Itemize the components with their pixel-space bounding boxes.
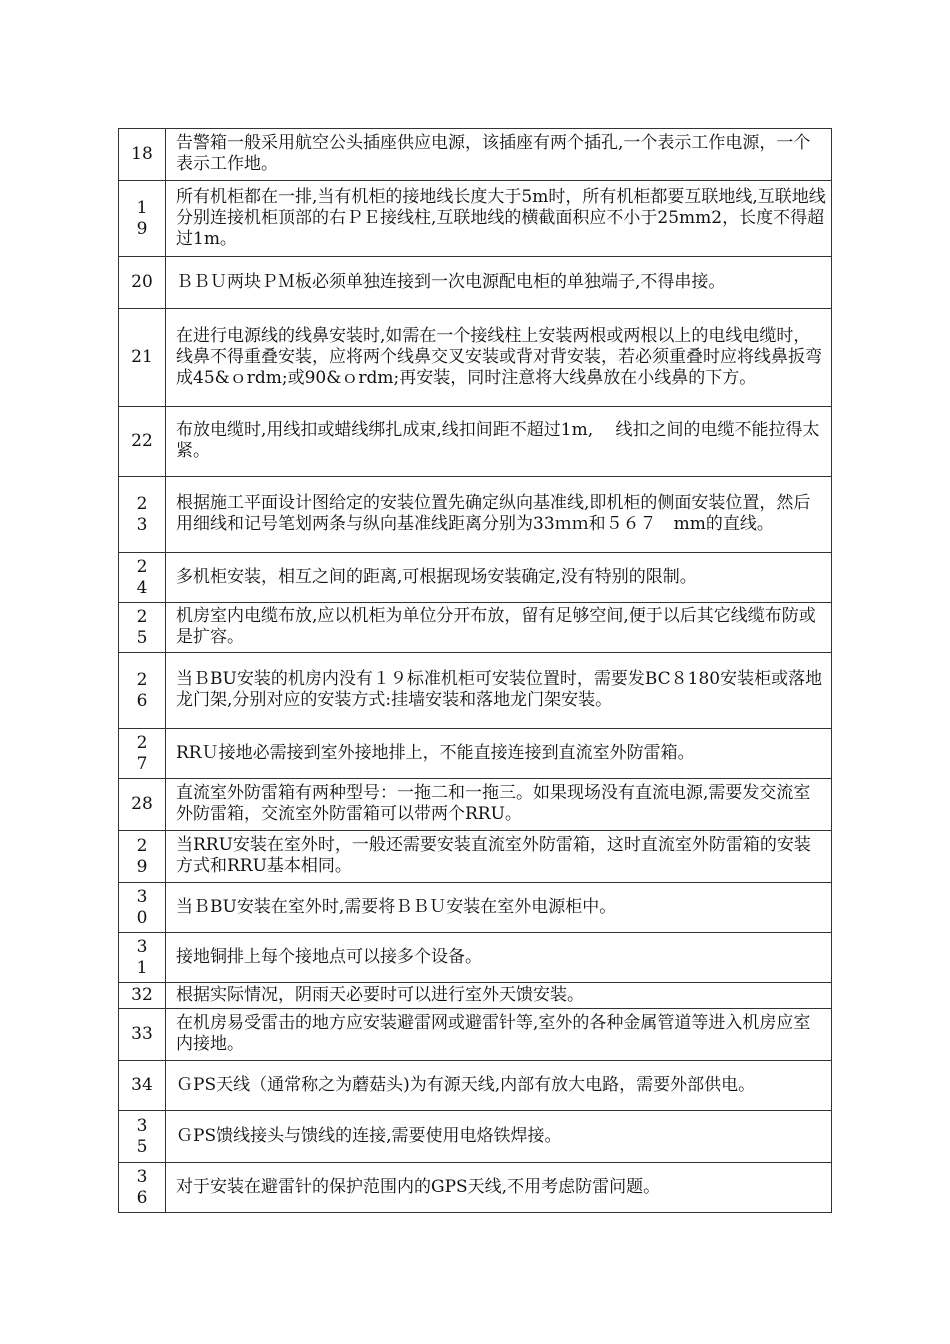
row-text: ＧPS馈线接头与馈线的连接,需要使用电烙铁焊接。 [166,1111,832,1163]
row-number: 3 5 [119,1111,166,1163]
table-row [119,477,832,553]
row-text: 当RRU安装在室外时，一般还需要安装直流室外防雷箱，这时直流室外防雷箱的安装方式和RRU基本相同。 [166,831,832,883]
table-row [119,181,832,257]
row-number: 22 [119,407,166,477]
row-text: 所有机柜都在一排,当有机柜的接地线长度大于5m时，所有机柜都要互联地线,互联地线分别连接机柜顶部的右ＰＥ接线柱,互联地线的横截面积应不小于25mm2，长度不得超过1m。 [166,181,832,257]
row-number: 3 0 [119,883,166,933]
table-row [119,1163,832,1213]
row-number: 21 [119,309,166,407]
table-row [119,933,832,983]
table-row [119,831,832,883]
row-text: 在进行电源线的线鼻安装时,如需在一个接线柱上安装两根或两根以上的电线电缆时，线鼻不得重叠安装，应将两个线鼻交叉安装或背对背安装，若必须重叠时应将线鼻扳弯成45&ｏrdm;或90&ｏrdm;再安装，同时注意将大线鼻放在小线鼻的下方。 [166,309,832,407]
row-number: 2 4 [119,553,166,603]
row-number: 3 6 [119,1163,166,1213]
table-row [119,653,832,729]
table-row [119,779,832,831]
row-text: 根据施工平面设计图给定的安装位置先确定纵向基准线,即机柜的侧面安装位置，然后用细线和记号笔划两条与纵向基准线距离分别为33ｍｍ和５６７ mm的直线。 [166,477,832,553]
row-number: 2 5 [119,603,166,653]
table-row [119,983,832,1009]
row-number: 34 [119,1061,166,1111]
row-text: 直流室外防雷箱有两种型号：一拖二和一拖三。如果现场没有直流电源,需要发交流室外防雷箱，交流室外防雷箱可以带两个RRU。 [166,779,832,831]
requirements-table [118,128,832,1213]
row-number: 2 9 [119,831,166,883]
row-number: 18 [119,129,166,181]
row-number: 33 [119,1009,166,1061]
row-number: 2 3 [119,477,166,553]
row-text: 在机房易受雷击的地方应安装避雷网或避雷针等,室外的各种金属管道等进入机房应室内接地。 [166,1009,832,1061]
row-text: 多机柜安装，相互之间的距离,可根据现场安装确定,没有特别的限制。 [166,553,832,603]
table-row [119,883,832,933]
table-row [119,309,832,407]
row-number: 3 1 [119,933,166,983]
row-text: 当ＢBU安装在室外时,需要将ＢＢＵ安装在室外电源柜中。 [166,883,832,933]
table-row [119,729,832,779]
row-text: ＢＢＵ两块ＰＭ板必须单独连接到一次电源配电柜的单独端子,不得串接。 [166,257,832,309]
table-row [119,1009,832,1061]
row-text: RRＵ接地必需接到室外接地排上，不能直接连接到直流室外防雷箱。 [166,729,832,779]
table-row [119,1111,832,1163]
row-text: 根据实际情况，阴雨天必要时可以进行室外天馈安装。 [166,983,832,1009]
row-text: 机房室内电缆布放,应以机柜为单位分开布放，留有足够空间,便于以后其它线缆布防或是扩容。 [166,603,832,653]
row-number: 32 [119,983,166,1009]
table-body [119,129,832,1213]
row-number: 1 9 [119,181,166,257]
row-text: 告警箱一般采用航空公头插座供应电源，该插座有两个插孔,一个表示工作电源，一个表示工作地。 [166,129,832,181]
table-row [119,553,832,603]
table-row [119,129,832,181]
row-text: 布放电缆时,用线扣或蜡线绑扎成束,线扣间距不超过1m, 线扣之间的电缆不能拉得太紧。 [166,407,832,477]
row-text: 当ＢBU安装的机房内没有１９标准机柜可安装位置时，需要发BC８180安装柜或落地龙门架,分别对应的安装方式:挂墙安装和落地龙门架安装。 [166,653,832,729]
table-row [119,1061,832,1111]
row-text: 接地铜排上每个接地点可以接多个设备。 [166,933,832,983]
row-number: 28 [119,779,166,831]
row-text: ＧPS天线（通常称之为蘑菇头)为有源天线,内部有放大电路，需要外部供电。 [166,1061,832,1111]
table-row [119,257,832,309]
row-number: 20 [119,257,166,309]
table-row [119,603,832,653]
table-row [119,407,832,477]
row-number: 2 6 [119,653,166,729]
row-number: 2 7 [119,729,166,779]
row-text: 对于安装在避雷针的保护范围内的GPS天线,不用考虑防雷问题。 [166,1163,832,1213]
